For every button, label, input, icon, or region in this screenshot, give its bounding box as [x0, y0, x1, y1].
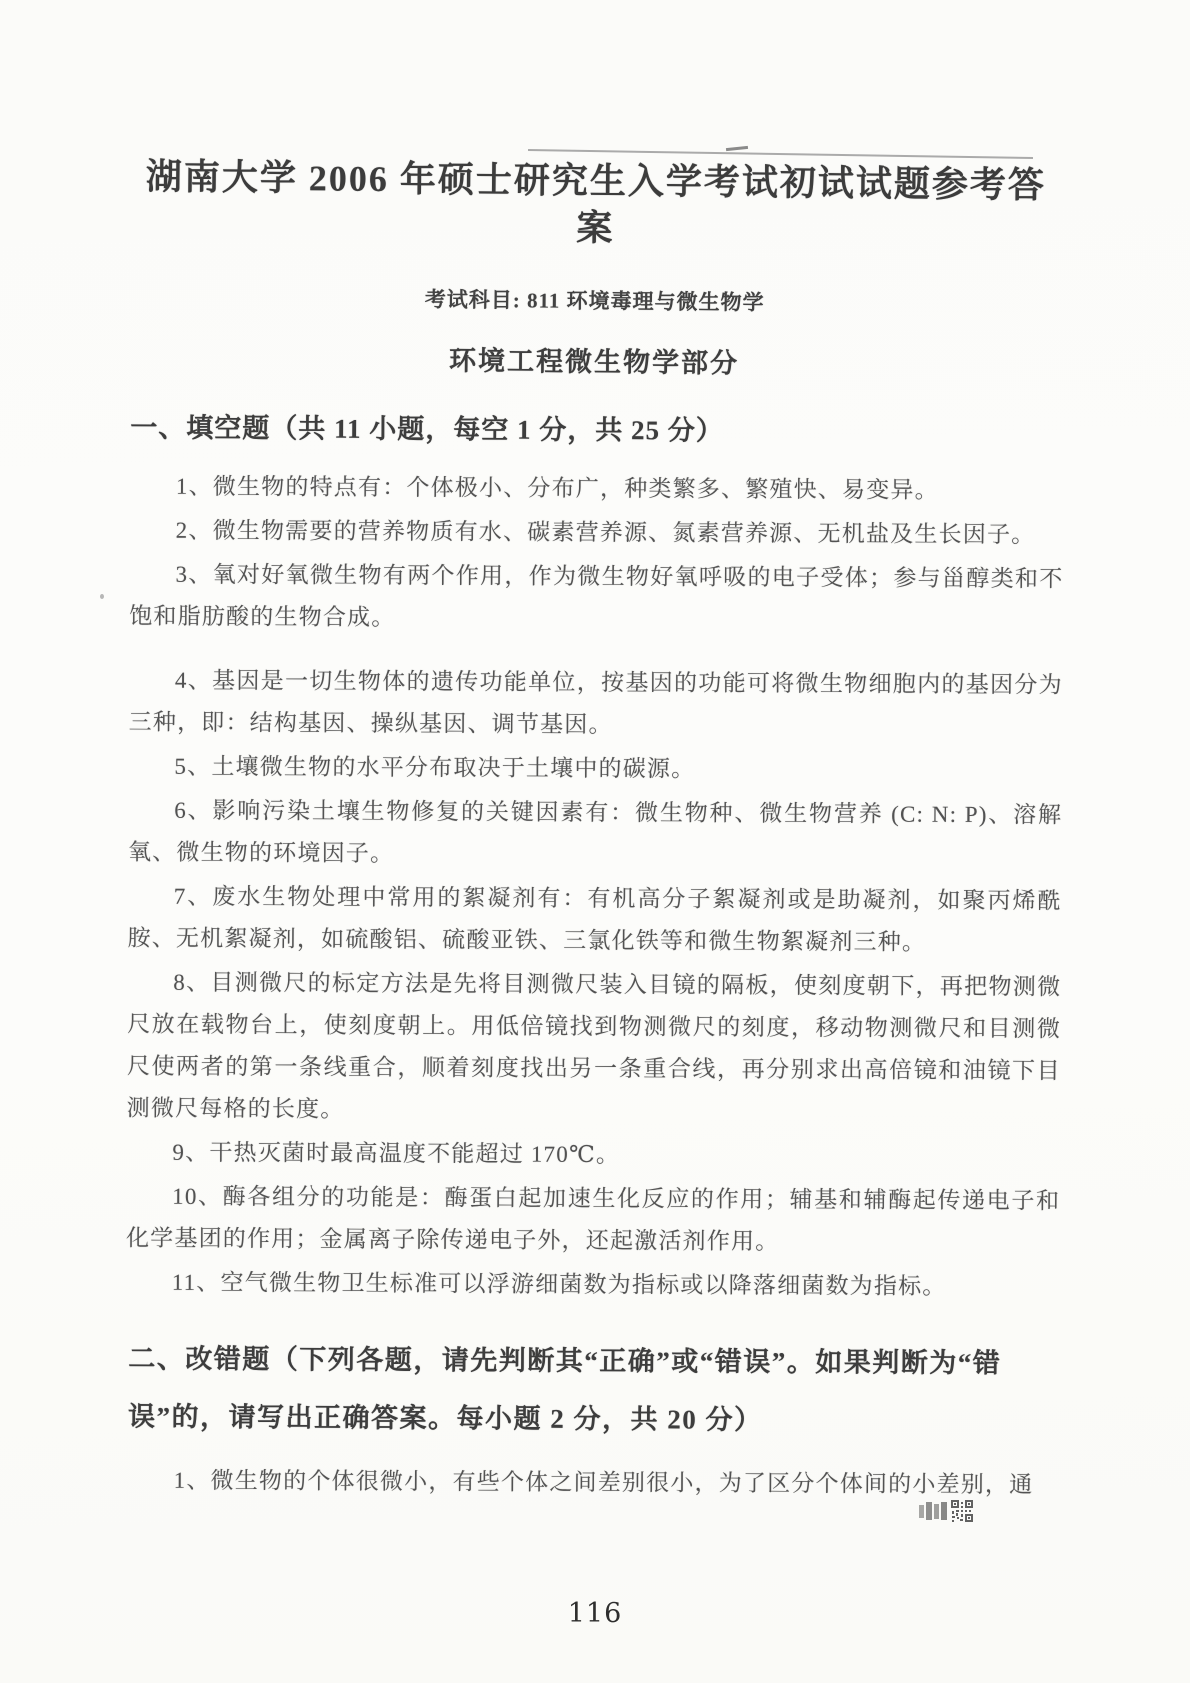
- document-header: [127, 154, 1063, 385]
- fill-blank-item-10: 10、酶各组分的功能是：酶蛋白起加速生化反应的作用；辅基和辅酶起传递电子和化学基团的作用；金属离子除传递电子外，还起激活剂作用。: [125, 1183, 1061, 1254]
- fill-blank-item-7: 7、废水生物处理中常用的絮凝剂有：有机高分子絮凝剂或是助凝剂，如聚丙烯酰胺、无机絮凝剂，如硫酸铝、硫酸亚铁、三氯化铁等和微生物絮凝剂三种。: [127, 883, 1062, 955]
- fill-blank-item-6: 6、影响污染土壤生物修复的关键因素有：微生物种、微生物营养 (C: N: P)、溶解氧、微生物的环境因子。: [127, 797, 1063, 866]
- section-one-heading: 一、填空题（共 11 小题，每空 1 分，共 25 分）: [130, 412, 724, 446]
- page-number: 116: [567, 1598, 623, 1629]
- part-title: 环境工程微生物学部分: [448, 345, 740, 379]
- fill-blank-item-5: 5、土壤微生物的水平分布取决于土壤中的碳源。: [174, 753, 696, 782]
- page-title: 湖南大学 2006 年硕士研究生入学考试初试试题参考答案: [145, 156, 1047, 249]
- scan-dash-artifact: [726, 146, 748, 151]
- qr-stamp-icon: [905, 1500, 975, 1570]
- fill-blank-item-4: 4、基因是一切生物体的遗传功能单位，按基因的功能可将微生物细胞内的基因分为三种，即：结构基因、操纵基因、调节基因。: [128, 667, 1063, 738]
- section-error-correction: [128, 1330, 1063, 1507]
- exam-subject-line: 考试科目: 811 环境毒理与微生物学: [424, 287, 765, 315]
- correction-item-1: 1、微生物的个体很微小，有些个体之间差别很小，为了区分个体间的小差别，通: [173, 1467, 1034, 1498]
- fill-blank-item-3: 3、氧对好氧微生物有两个作用，作为微生物好氧呼吸的电子受体；参与甾醇类和不饱和脂肪酸的生物合成。: [129, 561, 1064, 630]
- section-two-heading: 二、改错题（下列各题，请先判断其“正确”或“错误”。如果判断为“错误”的，请写出正确答案。每小题 2 分，共 20 分）: [127, 1343, 1002, 1435]
- scan-speck-artifact: [100, 594, 104, 599]
- fill-blank-item-9: 9、干热灭菌时最高温度不能超过 170℃。: [172, 1139, 621, 1168]
- fill-blank-item-8: 8、目测微尺的标定方法是先将目测微尺装入目镜的隔板，使刻度朝下，再把物测微尺放在载物台上，使刻度朝上。用低倍镜找到物测微尺的刻度，移动物测微尺和目测微尺使两者的第一条线重合，顺着刻度找出另一条重合线，再分别求出高倍镜和油镜下目测微尺每格的长度。: [126, 969, 1062, 1122]
- fill-blank-item-11: 11、空气微生物卫生标准可以浮游细菌数为指标或以降落细菌数为指标。: [171, 1269, 947, 1299]
- fill-blank-item-1: 1、微生物的特点有：个体极小、分布广，种类繁多、繁殖快、易变异。: [175, 473, 939, 503]
- fill-blank-item-2: 2、微生物需要的营养物质有水、碳素营养源、氮素营养源、无机盐及生长因子。: [175, 517, 1036, 548]
- section-fill-in-blanks: [126, 408, 1065, 1309]
